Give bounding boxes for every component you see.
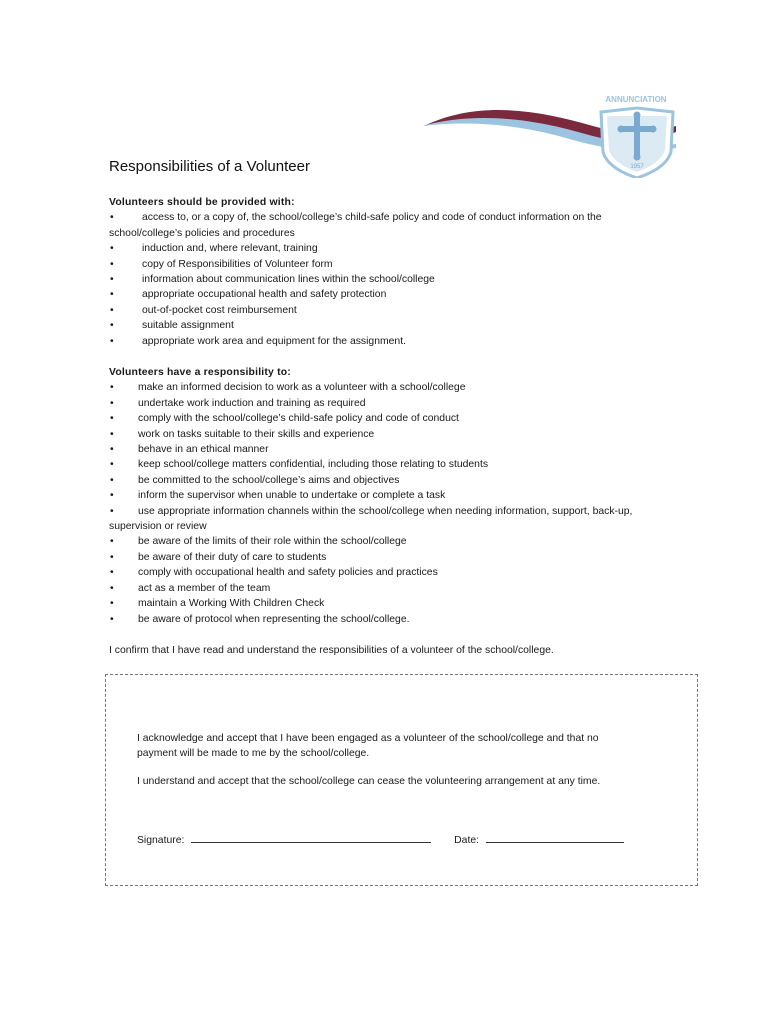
bullet: • — [110, 428, 114, 440]
bullet: • — [110, 444, 114, 456]
date-label: Date: — [454, 835, 479, 846]
confirmation-text: I confirm that I have read and understand the responsibilities of a volunteer of the school/college. — [109, 645, 554, 656]
bullet: • — [110, 274, 114, 286]
list-item: • be aware of their duty of care to students — [109, 550, 689, 565]
list-item: • work on tasks suitable to their skills and experience — [109, 427, 689, 442]
list-item: • undertake work induction and training as required — [109, 396, 689, 411]
bullet: • — [110, 304, 114, 316]
list-item: • comply with the school/college’s child-safe policy and code of conduct — [109, 411, 689, 426]
list-item: • information about communication lines within the school/college — [109, 272, 689, 287]
list-item: • appropriate occupational health and safety protection — [109, 287, 689, 302]
bullet: • — [110, 598, 114, 610]
school-logo — [418, 92, 680, 178]
crest-shield — [601, 108, 673, 178]
list-item: • copy of Responsibilities of Volunteer form — [109, 257, 689, 272]
list-item: • behave in an ethical manner — [109, 442, 689, 457]
bullet: • — [110, 289, 114, 301]
bullet: • — [110, 413, 114, 425]
responsibility-list — [109, 380, 689, 627]
bullet: • — [110, 335, 114, 347]
list-item: • use appropriate information channels within the school/college when needing information, support, back-up, supervision or review — [109, 505, 633, 533]
responsibility-section — [109, 365, 689, 627]
bullet: • — [110, 613, 114, 625]
bullet: • — [110, 505, 114, 517]
bullet: • — [110, 258, 114, 270]
list-item: • inform the supervisor when unable to undertake or complete a task — [109, 488, 689, 503]
bullet: • — [110, 551, 114, 563]
list-item: • be committed to the school/college’s aims and objectives — [109, 473, 689, 488]
page-title: Responsibilities of a Volunteer — [109, 158, 310, 175]
bullet: • — [110, 459, 114, 471]
list-item: • be aware of the limits of their role within the school/college — [109, 534, 689, 549]
list-item: • suitable assignment — [109, 318, 689, 333]
logo-year: 1957 — [630, 164, 644, 170]
signature-row — [137, 832, 624, 848]
bullet: • — [110, 243, 114, 255]
responsibility-heading: Volunteers have a responsibility to: — [109, 367, 291, 378]
bullet: • — [110, 474, 114, 486]
bullet: • — [110, 582, 114, 594]
bullet: • — [110, 320, 114, 332]
list-item: • comply with occupational health and safety policies and practices — [109, 565, 689, 580]
bullet: • — [110, 567, 114, 579]
list-item: • induction and, where relevant, training — [109, 241, 689, 256]
bullet: • — [110, 397, 114, 409]
bullet: • — [110, 490, 114, 502]
bullet: • — [110, 536, 114, 548]
list-item: • act as a member of the team — [109, 581, 689, 596]
list-item: • access to, or a copy of, the school/college’s child-safe policy and code of conduct information on the school/college’s policies and procedures — [109, 212, 602, 239]
acknowledgement-paragraph-1: I acknowledge and accept that I have been engaged as a volunteer of the school/college and that no payment will be made to me by the school/college. — [137, 733, 599, 759]
provided-heading: Volunteers should be provided with: — [109, 197, 295, 208]
list-item: • make an informed decision to work as a volunteer with a school/college — [109, 380, 689, 395]
list-item-continuation: school/college’s policies and procedures — [109, 227, 295, 239]
signature-label: Signature: — [137, 835, 185, 846]
provided-list — [109, 210, 689, 349]
list-item-continuation: supervision or review — [109, 521, 207, 533]
acknowledgement-paragraph-2: I understand and accept that the school/college can cease the volunteering arrangement at any time. — [137, 776, 601, 787]
logo-name: ANNUNCIATION — [605, 95, 667, 104]
bullet: • — [110, 212, 114, 224]
list-item: • appropriate work area and equipment for the assignment. — [109, 334, 689, 349]
bullet: • — [110, 382, 114, 394]
provided-section — [109, 195, 689, 349]
acknowledgement-box — [105, 674, 698, 886]
signature-field[interactable] — [191, 832, 431, 843]
list-item: • maintain a Working With Children Check — [109, 596, 689, 611]
list-item: • out-of-pocket cost reimbursement — [109, 303, 689, 318]
list-item: • keep school/college matters confidential, including those relating to students — [109, 457, 689, 472]
date-field[interactable] — [486, 832, 624, 843]
list-item: • be aware of protocol when representing the school/college. — [109, 612, 689, 627]
